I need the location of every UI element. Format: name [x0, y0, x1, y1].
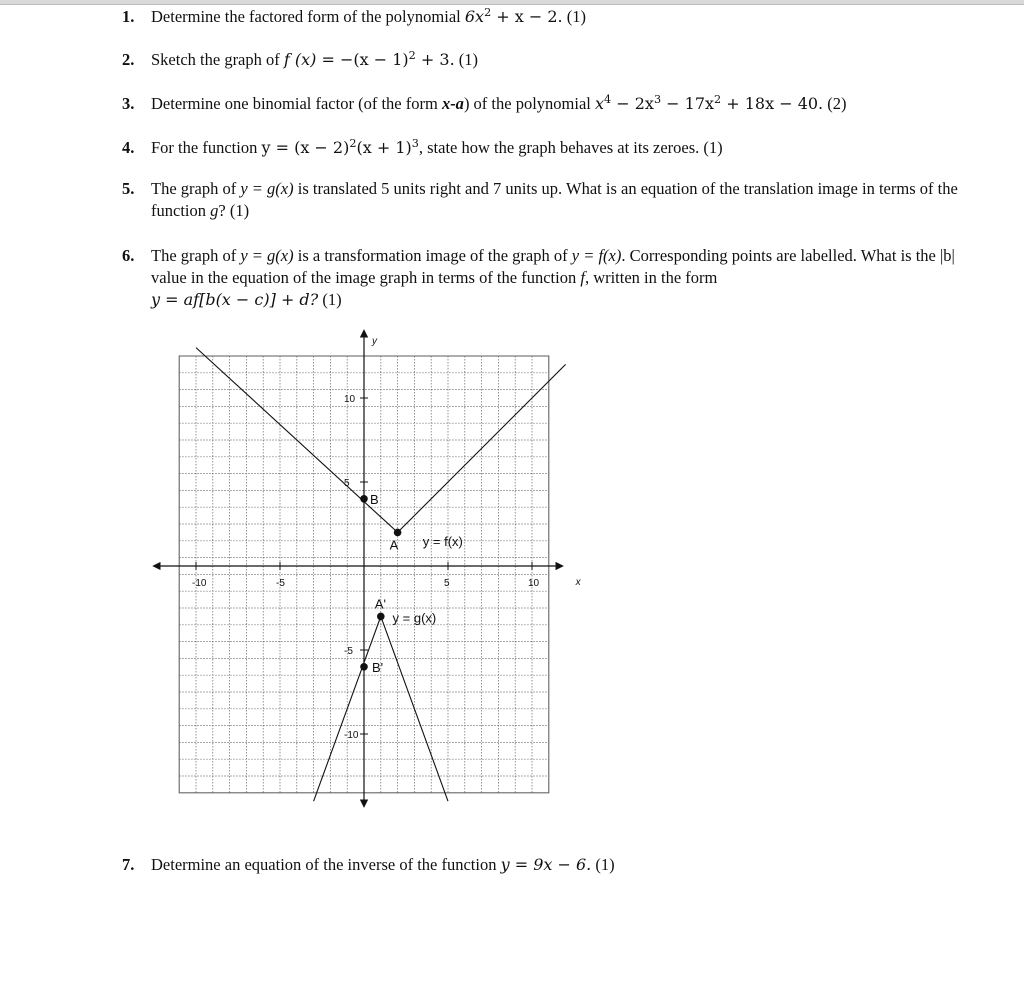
question-number: 6.	[122, 246, 135, 265]
question-number: 3.	[122, 94, 135, 113]
series-f-label: y = f(x)	[422, 533, 463, 549]
question-number: 5.	[122, 179, 135, 198]
y-tick-label: -10	[344, 730, 359, 741]
point-marker	[360, 663, 368, 671]
point-marker	[360, 495, 368, 503]
grid-border	[179, 356, 549, 793]
point-marker	[377, 613, 385, 621]
y-axis-label: y	[372, 336, 377, 348]
series-f-line	[196, 348, 566, 533]
x-tick-label: 5	[444, 578, 450, 589]
point-marker	[394, 529, 402, 537]
question-number: 7.	[122, 855, 135, 874]
question-text: The graph of y = g(x) is a transformation image of the graph of y = f(x). Corresponding points are labelled. What is the |b| value in the equation of the image graph in terms of the function f, written in the form y = af[b(x − c)] + d? (1)	[151, 246, 955, 309]
question-text: Sketch the graph of f $(x) = -(x - 1)^2 + 3$. (1)	[151, 48, 479, 69]
question-text: The graph of y = g(x) is translated 5 units right and 7 units up. What is an equation of the translation image in terms of the function g? (1)	[151, 179, 958, 220]
question-text: Determine the factored form of the polynomial $6x^2 + x - 2$. (1)	[151, 5, 587, 26]
series-g-label: y = g(x)	[392, 610, 437, 626]
x-tick-label: -10	[192, 578, 207, 589]
series-g-line	[314, 616, 448, 801]
question-text: For the function $y = (x - 2)^2(x + 1)^3$, state how the graph behaves at its zeroes. (1)	[151, 136, 723, 157]
question-text: Determine an equation of the inverse of the function y = 9x − 6. (1)	[151, 855, 615, 874]
top-edge-bar	[0, 0, 1024, 5]
y-tick-label: -5	[344, 646, 353, 657]
x-tick-label: 10	[528, 578, 540, 589]
question-number: 1.	[122, 7, 135, 26]
point-label: A	[389, 537, 399, 553]
x-tick-label: -5	[276, 578, 285, 589]
question-number: 4.	[122, 138, 135, 157]
y-tick-label: 10	[344, 394, 356, 405]
y-tick-label: 5	[344, 478, 350, 489]
question-number: 2.	[122, 50, 135, 69]
point-label: B'	[372, 659, 384, 675]
point-label: B	[370, 491, 379, 507]
question-text: Determine one binomial factor (of the form x-a) of the polynomial $x^4 - 2x^3 - 17x^2 + 18x - 40$. (2)	[151, 92, 847, 113]
point-label: A'	[374, 596, 386, 612]
x-axis-label: x	[575, 577, 581, 588]
